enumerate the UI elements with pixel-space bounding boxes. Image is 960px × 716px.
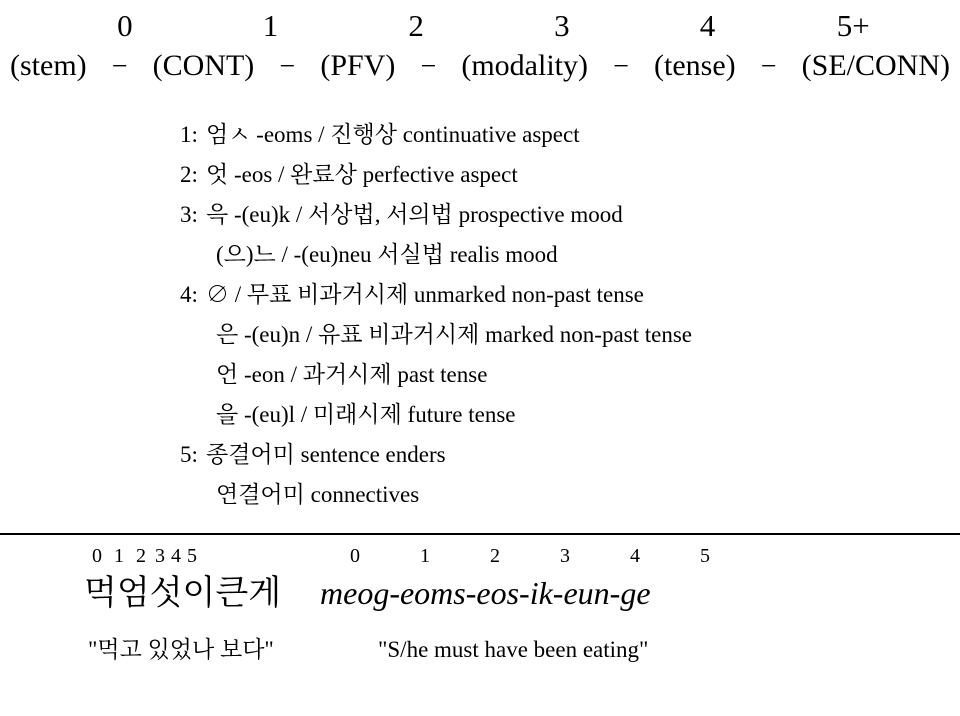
- example-romanization-slot-number: 3: [560, 545, 570, 567]
- example-romanization-slot-number: 1: [420, 545, 430, 567]
- slot-label-modality: (modality): [461, 49, 588, 82]
- example-korean-slot-number: 0: [92, 545, 102, 567]
- legend-item: [180, 275, 960, 315]
- slot-separator: −: [111, 51, 128, 82]
- legend-text: 엄ㅅ -eoms / 진행상 continuative aspect: [206, 122, 580, 147]
- slot-label-stem: (stem): [10, 49, 87, 82]
- example-korean-slot-number: 2: [136, 545, 146, 567]
- legend-key: 4:: [180, 282, 198, 307]
- example-korean-slot-number: 1: [114, 545, 124, 567]
- slot-number-2: 2: [408, 8, 424, 43]
- slot-number-4: 4: [699, 8, 716, 43]
- legend-item: [180, 475, 960, 515]
- legend-item: [180, 315, 960, 355]
- example-romanization-slot-number: 5: [700, 545, 710, 567]
- slot-number-row: [0, 0, 960, 44]
- legend-item: [180, 395, 960, 435]
- example-romanization-slot-number: 2: [490, 545, 500, 567]
- slot-separator: −: [613, 51, 629, 82]
- slot-template-row: [0, 44, 960, 87]
- legend-text: (으)느 / -(eu)neu 서실법 realis mood: [216, 242, 558, 267]
- example-romanized-form: meog-eoms-eos-ik-eun-ge: [320, 575, 651, 611]
- example-korean-slot-number: 5: [187, 545, 197, 567]
- example-romanization-slot-number: 0: [350, 545, 360, 567]
- legend-item: [180, 355, 960, 395]
- slot-label-cont: (CONT): [152, 49, 255, 82]
- legend-text: 종결어미 sentence enders: [206, 442, 446, 467]
- example-gloss-row: [0, 635, 960, 665]
- legend-text: 연결어미 connectives: [216, 482, 420, 507]
- section-divider: [0, 533, 960, 535]
- example-korean-slot-number: 4: [171, 545, 181, 567]
- legend-key: 5:: [180, 442, 198, 467]
- example-korean-slot-number: 3: [155, 545, 165, 567]
- example-korean-form: 먹엄섯이큰게: [84, 573, 282, 613]
- example-slot-number-row: [0, 543, 960, 569]
- legend-item: [180, 195, 960, 235]
- slot-separator: −: [760, 51, 777, 82]
- slot-number-1: 1: [262, 8, 279, 43]
- slot-number-3: 3: [554, 8, 570, 43]
- legend-text: 엇 -eos / 완료상 perfective aspect: [206, 162, 518, 187]
- legend-item: [180, 115, 960, 155]
- legend-item: [180, 155, 960, 195]
- legend-text: ∅ / 무표 비과거시제 unmarked non-past tense: [206, 282, 644, 307]
- example-english-gloss: "S/he must have been eating": [378, 637, 649, 662]
- slot-number-0: 0: [117, 8, 133, 43]
- example-korean-slot-numbers: [86, 543, 282, 569]
- legend-list: [0, 115, 960, 515]
- slot-label-pfv: (PFV): [320, 49, 396, 82]
- legend-text: 을 -(eu)l / 미래시제 future tense: [216, 402, 516, 427]
- slot-number-5: 5+: [836, 8, 870, 43]
- example-romanization-slot-number: 4: [630, 545, 640, 567]
- legend-item: [180, 435, 960, 475]
- legend-key: 2:: [180, 162, 198, 187]
- example-korean-gloss: "먹고 있었나 보다": [88, 637, 274, 662]
- legend-key: 1:: [180, 122, 198, 147]
- example-block: [0, 543, 960, 665]
- legend-text: 은 -(eu)n / 유표 비과거시제 marked non-past tense: [216, 322, 693, 347]
- example-form-row: [0, 571, 960, 615]
- slot-label-se-conn: (SE/CONN): [801, 49, 950, 82]
- legend-text: 언 -eon / 과거시제 past tense: [216, 362, 488, 387]
- slot-label-tense: (tense): [654, 49, 736, 82]
- slot-separator: −: [420, 51, 437, 82]
- slot-separator: −: [279, 51, 296, 82]
- legend-text: 윽 -(eu)k / 서상법, 서의법 prospective mood: [206, 202, 623, 227]
- example-romanization-slot-numbers: [320, 543, 740, 569]
- legend-key: 3:: [180, 202, 198, 227]
- legend-item: [180, 235, 960, 275]
